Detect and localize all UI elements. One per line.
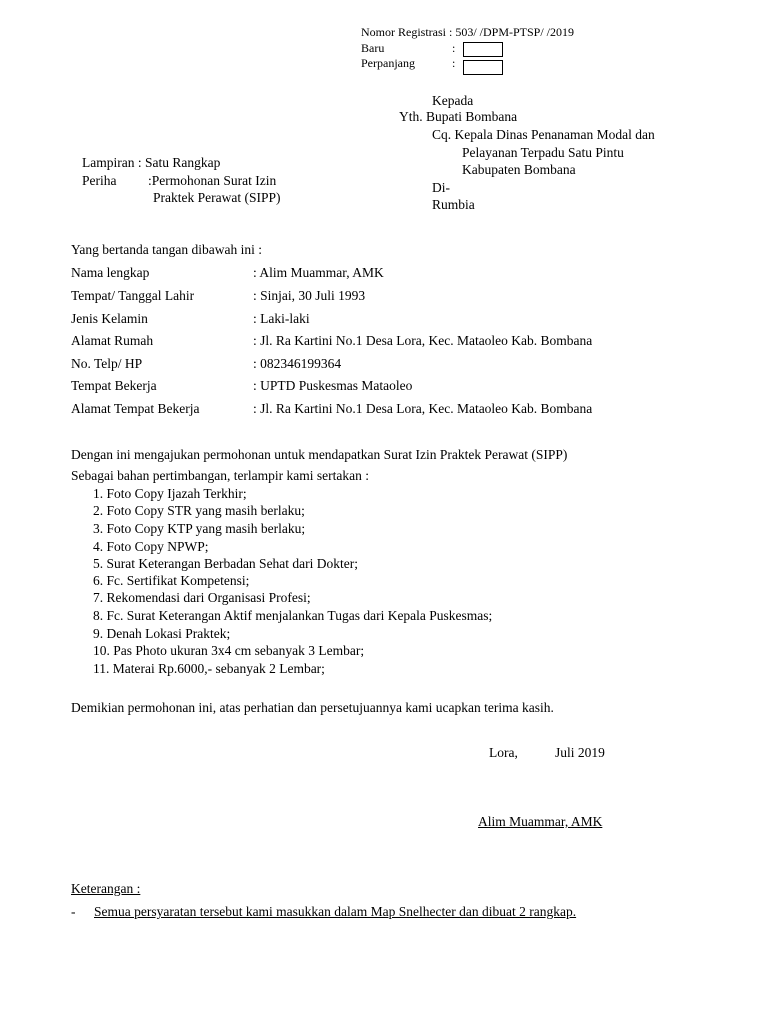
perpanjang-colon: : [452, 56, 456, 70]
recipient-kepada: Kepada [432, 93, 474, 108]
signature-name: Alim Muammar, AMK [478, 814, 603, 829]
list-item: 10. Pas Photo ukuran 3x4 cm sebanyak 3 Lembar; [93, 643, 365, 658]
list-item: 2. Foto Copy STR yang masih berlaku; [93, 503, 305, 518]
baru-label: Baru [361, 41, 385, 55]
registration-number: Nomor Registrasi : 503/ /DPM-PTSP/ /2019 [361, 25, 575, 39]
list-item: 9. Denah Lokasi Praktek; [93, 626, 231, 641]
list-item: 11. Materai Rp.6000,- sebanyak 2 Lembar; [93, 661, 325, 676]
list-item: 1. Foto Copy Ijazah Terkhir; [93, 486, 247, 501]
field-label-kelamin: Jenis Kelamin [71, 311, 148, 326]
recipient-place: Rumbia [432, 197, 475, 212]
field-value-ttl: : Sinjai, 30 Juli 1993 [253, 288, 366, 303]
field-value-tempat-bekerja: : UPTD Puskesmas Mataoleo [253, 378, 413, 393]
field-value-nama: : Alim Muammar, AMK [253, 265, 384, 280]
field-label-alamat-bekerja: Alamat Tempat Bekerja [71, 401, 200, 416]
recipient-cq-line1: Cq. Kepala Dinas Penanaman Modal dan [432, 127, 655, 142]
intro-text: Yang bertanda tangan dibawah ini : [71, 242, 262, 257]
field-label-tempat-bekerja: Tempat Bekerja [71, 378, 157, 393]
field-value-telp: : 082346199364 [253, 356, 342, 371]
request-text: Dengan ini mengajukan permohonan untuk mendapatkan Surat Izin Praktek Perawat (SIPP) [71, 447, 568, 462]
perihal-label: Periha [82, 173, 117, 188]
perpanjang-checkbox [463, 60, 503, 75]
list-item: 3. Foto Copy KTP yang masih berlaku; [93, 521, 306, 536]
recipient-yth: Yth. Bupati Bombana [399, 109, 518, 124]
recipient-cq-line2: Pelayanan Terpadu Satu Pintu [462, 145, 624, 160]
field-label-alamat: Alamat Rumah [71, 333, 154, 348]
note-text: Semua persyaratan tersebut kami masukkan dalam Map Snelhecter dan dibuat 2 rangkap. [94, 904, 577, 919]
perihal-value-line2: Praktek Perawat (SIPP) [153, 190, 281, 205]
list-item: 8. Fc. Surat Keterangan Aktif menjalankan Tugas dari Kepala Puskesmas; [93, 608, 493, 623]
list-item: 6. Fc. Sertifikat Kompetensi; [93, 573, 250, 588]
attachments-intro: Sebagai bahan pertimbangan, terlampir kami sertakan : [71, 468, 370, 483]
closing-text: Demikian permohonan ini, atas perhatian dan persetujuannya kami ucapkan terima kasih. [71, 700, 554, 715]
lampiran: Lampiran : Satu Rangkap [82, 155, 221, 170]
list-item: 5. Surat Keterangan Berbadan Sehat dari Dokter; [93, 556, 359, 571]
perpanjang-label: Perpanjang [361, 56, 415, 70]
field-value-alamat-bekerja: : Jl. Ra Kartini No.1 Desa Lora, Kec. Mataoleo Kab. Bombana [253, 401, 593, 416]
baru-checkbox [463, 42, 503, 57]
note-title: Keterangan : [71, 881, 141, 896]
baru-colon: : [452, 41, 456, 55]
field-label-telp: No. Telp/ HP [71, 356, 143, 371]
date-value: Juli 2019 [555, 745, 605, 760]
note-dash: - [71, 904, 76, 919]
field-value-alamat: : Jl. Ra Kartini No.1 Desa Lora, Kec. Mataoleo Kab. Bombana [253, 333, 593, 348]
recipient-cq-line3: Kabupaten Bombana [462, 162, 576, 177]
date-place: Lora, [489, 745, 518, 760]
recipient-di: Di- [432, 180, 450, 195]
field-value-kelamin: : Laki-laki [253, 311, 310, 326]
list-item: 7. Rekomendasi dari Organisasi Profesi; [93, 590, 311, 605]
list-item: 4. Foto Copy NPWP; [93, 539, 209, 554]
field-label-nama: Nama lengkap [71, 265, 150, 280]
perihal-value-line1: :Permohonan Surat Izin [148, 173, 277, 188]
field-label-ttl: Tempat/ Tanggal Lahir [71, 288, 195, 303]
